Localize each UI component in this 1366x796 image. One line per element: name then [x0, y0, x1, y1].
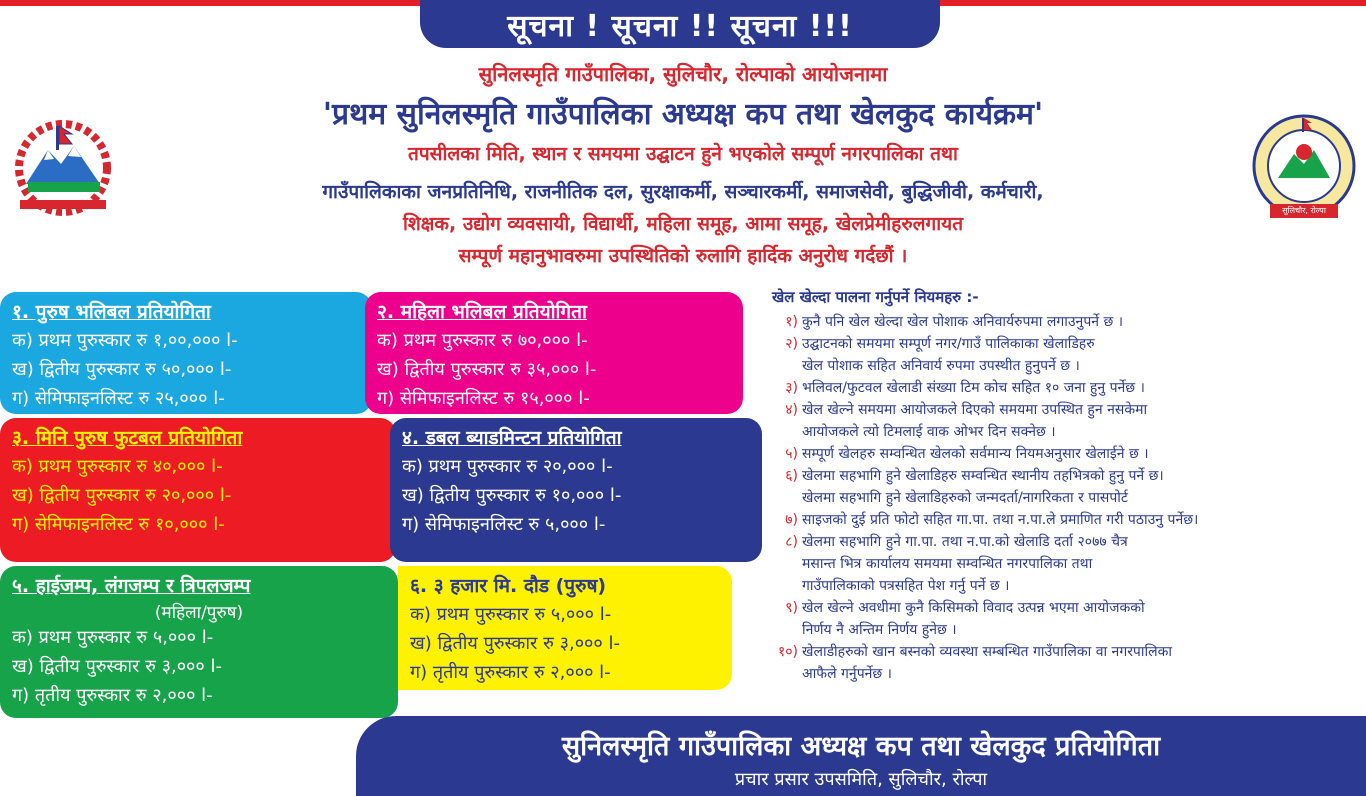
- box-jumps: [0, 566, 398, 718]
- rule-number: १): [785, 314, 798, 330]
- rule-line: कुनै पनि खेल खेल्दा खेल पोशाक अनिवार्यरुपमा लगाउनुपर्ने छ ।: [802, 314, 1124, 330]
- rule-text: [802, 333, 1360, 377]
- rule-number: ४): [785, 402, 798, 418]
- rule-item: [772, 377, 1360, 399]
- invite-line-1: तपसीलका मिति, स्थान र समयमा उद्घाटन हुने भएकोले सम्पूर्ण नगरपालिका तथा: [408, 143, 958, 165]
- rule-text: [802, 465, 1360, 509]
- rule-item: [772, 597, 1360, 641]
- prize-row: ग) सेमिफाइनलिस्ट रु १५,००० l-: [377, 388, 590, 409]
- box-title: १. पुरुष भलिबल प्रतियोगिता: [12, 301, 211, 323]
- rule-number: २): [785, 336, 798, 352]
- rule-line: मसान्त भित्र कार्यालय समयमा सम्वन्धित नगरपालिका तथा: [802, 556, 1093, 572]
- rule-text: [802, 399, 1360, 443]
- prize-row: ग) तृतीय पुरुस्कार रु २,००० l-: [410, 662, 611, 683]
- prize-row: ख) द्वितीय पुरुस्कार रु २०,००० l-: [12, 485, 232, 506]
- prize-row: ग) सेमिफाइनलिस्ट रु ५,००० l-: [402, 514, 606, 535]
- prize-row: ख) द्वितीय पुरुस्कार रु १०,००० l-: [402, 485, 622, 506]
- rule-line: भलिवल/फुटवल खेलाडी संख्या टिम कोच सहित १० जना हुनु पर्नेछ ।: [802, 380, 1145, 396]
- box-womens-volleyball: [365, 292, 743, 414]
- box-title: ४. डबल ब्याडमिन्टन प्रतियोगिता: [402, 427, 622, 449]
- rule-line: खेल खेल्ने समयमा आयोजकले दिएको समयमा उपस्थित हुन नसकेमा: [802, 402, 1148, 418]
- rule-line: सम्पूर्ण खेलहरु सम्वन्धित खेलको सर्वमान्य नियमअनुसार खेलाईने छ ।: [802, 446, 1149, 462]
- rule-text: [802, 597, 1360, 641]
- rule-item: [772, 399, 1360, 443]
- rule-item: [772, 333, 1360, 377]
- rule-line: आयोजकले त्यो टिमलाई वाक ओभर दिन सक्नेछ ।: [802, 424, 1056, 440]
- footer-subtitle: प्रचार प्रसार उपसमिति, सुलिचौर, रोल्पा: [734, 769, 988, 790]
- rule-line: खेल खेल्ने अवधीमा कुनै किसिमको विवाद उत्पन्न भएमा आयोजकको: [802, 600, 1145, 616]
- rule-text: [802, 443, 1360, 465]
- box-title: २. महिला भलिबल प्रतियोगिता: [377, 301, 587, 323]
- box-mens-volleyball: [0, 292, 372, 414]
- nepal-emblem-icon: [6, 120, 121, 220]
- prize-row: क) प्रथम पुरुस्कार रु ४०,००० l-: [12, 456, 223, 477]
- rule-item: [772, 443, 1360, 465]
- invite-line-2: गाउँपालिकाका जनप्रतिनिधि, राजनीतिक दल, सुरक्षाकर्मी, सञ्चारकर्मी, समाजसेवी, बुद्धिजीवी, कर्मचारी,: [322, 181, 1044, 203]
- rule-text: [802, 641, 1360, 685]
- rule-number: ९): [785, 600, 798, 616]
- box-title: ६. ३ हजार मि. दौड (पुरुष): [410, 575, 607, 597]
- prize-row: ख) द्वितीय पुरुस्कार रु ३,००० l-: [410, 633, 620, 654]
- prize-row: क) प्रथम पुरुस्कार रु ५,००० l-: [410, 604, 612, 625]
- invite-line-3: शिक्षक, उद्योग व्यवसायी, विद्यार्थी, महिला समूह, आमा समूह, खेलप्रेमीहरुलगायत: [402, 213, 964, 235]
- rule-line: आफैले गर्नुपर्नेछ ।: [802, 666, 892, 682]
- prize-row: क) प्रथम पुरुस्कार रु १,००,००० l-: [12, 330, 238, 351]
- rule-text: [802, 509, 1360, 531]
- rules-title: खेल खेल्दा पालना गर्नुपर्ने नियमहरु :-: [772, 288, 979, 306]
- rule-line: उद्घाटनको समयमा सम्पूर्ण नगर/गाउँ पालिकाका खेलाडिहरु: [802, 336, 1095, 352]
- rule-number: ५): [785, 446, 798, 462]
- box-subtitle: (महिला/पुरुष): [154, 603, 244, 623]
- prize-row: क) प्रथम पुरुस्कार रु ७०,००० l-: [377, 330, 588, 351]
- rule-line: निर्णय नै अन्तिम निर्णय हुनेछ ।: [802, 622, 957, 638]
- rule-line: खेलाडीहरुको खान बस्नको व्यवस्था सम्बन्धित गाउँपालिका वा नगरपालिका: [802, 644, 1173, 660]
- rule-line: खेलमा सहभागि हुने खेलाडिहरु सम्वन्धित स्थानीय तहभित्रको हुनु पर्ने छ।: [802, 468, 1164, 484]
- box-3000m-race: [398, 566, 732, 690]
- prize-row: क) प्रथम पुरुस्कार रु २०,००० l-: [402, 456, 613, 477]
- rule-number: १०): [777, 644, 798, 660]
- prize-row: क) प्रथम पुरुस्कार रु ५,००० l-: [12, 627, 214, 648]
- prize-row: ग) सेमिफाइनलिस्ट रु २५,००० l-: [12, 388, 225, 409]
- rules-list: [772, 311, 1360, 685]
- box-doubles-badminton: [390, 418, 762, 562]
- rule-number: ३): [785, 380, 798, 396]
- prize-row: ख) द्वितीय पुरुस्कार रु ५०,००० l-: [12, 359, 232, 380]
- rule-item: [772, 311, 1360, 333]
- seal-caption: सुलिचौर, रोल्पा: [1282, 206, 1326, 215]
- notice-banner: सूचना ! सूचना !! सूचना !!!: [420, 0, 940, 48]
- prize-row: ख) द्वितीय पुरुस्कार रु ३,००० l-: [12, 656, 222, 677]
- rule-line: खेलमा सहभागि हुने खेलाडिहरुको जन्मदर्ता/नागरिकता र पासपोर्ट: [802, 490, 1128, 506]
- rule-text: [802, 531, 1360, 597]
- box-title: ५. हाईजम्प, लंगजम्प र त्रिपलजम्प: [12, 575, 251, 597]
- prize-row: ग) तृतीय पुरुस्कार रु २,००० l-: [12, 685, 213, 706]
- rule-item: [772, 465, 1360, 509]
- footer-title: सुनिलस्मृति गाउँपालिका अध्यक्ष कप तथा खेलकुद प्रतियोगिता: [561, 731, 1161, 762]
- rule-number: ६): [785, 468, 798, 484]
- rule-line: खेल पोशाक सहित अनिवार्य रुपमा उपस्थीत हुनुपर्ने छ ।: [802, 358, 1080, 374]
- rule-number: ८): [785, 534, 798, 550]
- rules-section: [772, 287, 1360, 685]
- prize-row: ख) द्वितीय पुरुस्कार रु ३५,००० l-: [377, 359, 597, 380]
- organizer-line: सुनिलस्मृति गाउँपालिका, सुलिचौर, रोल्पाको आयोजनामा: [478, 62, 888, 86]
- rule-text: [802, 311, 1360, 333]
- rule-number: ७): [785, 512, 798, 528]
- event-title: 'प्रथम सुनिलस्मृति गाउँपालिका अध्यक्ष कप तथा खेलकुद कार्यक्रम': [322, 97, 1044, 132]
- rule-item: [772, 509, 1360, 531]
- footer-banner: [356, 716, 1366, 796]
- rule-text: [802, 377, 1360, 399]
- rule-line: साइजको दुई प्रति फोटो सहित गा.पा. तथा न.पा.ले प्रमाणित गरी पठाउनु पर्नेछ।: [802, 512, 1199, 528]
- invite-line-4: सम्पूर्ण महानुभावरुमा उपस्थितिको रुलागि हार्दिक अनुरोध गर्दछौं ।: [458, 245, 908, 267]
- rule-line: गाउँपालिकाको पत्रसहित पेश गर्नु पर्ने छ ।: [802, 578, 1010, 594]
- box-mini-football: [0, 418, 396, 562]
- rule-item: [772, 641, 1360, 685]
- rule-line: खेलमा सहभागि हुने गा.पा. तथा न.पा.को खेलाडि दर्ता २०७७ चैत्र: [802, 534, 1128, 550]
- rule-item: [772, 531, 1360, 597]
- box-title: ३. मिनि पुरुष फुटबल प्रतियोगिता: [12, 427, 243, 449]
- prize-row: ग) सेमिफाइनलिस्ट रु १०,००० l-: [12, 514, 225, 535]
